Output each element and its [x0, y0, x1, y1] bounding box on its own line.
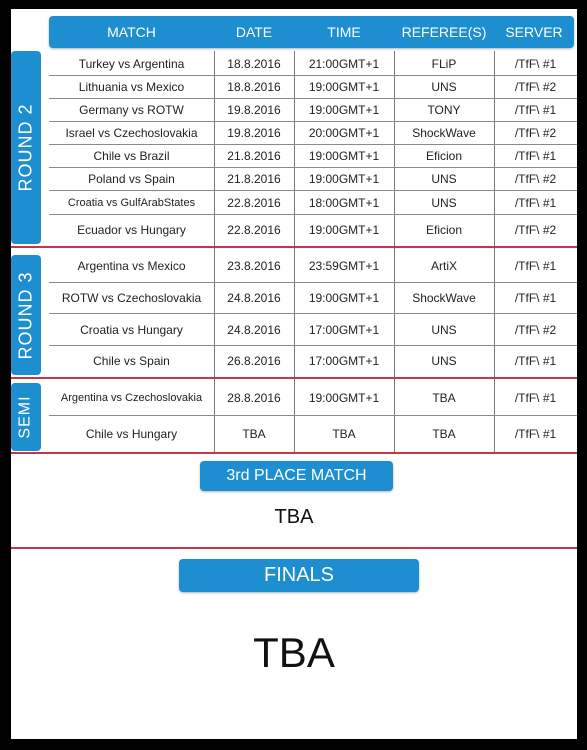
header-server: SERVER	[505, 24, 563, 40]
semi-label: SEMI	[11, 383, 41, 451]
server-cell: /TfF\ #2	[514, 80, 557, 94]
match-cell: Turkey vs Argentina	[78, 57, 185, 71]
referee-cell: TONY	[427, 103, 461, 117]
table-row	[49, 381, 577, 415]
server-cell: /TfF\ #1	[514, 195, 557, 210]
referee-cell: ArtiX	[430, 259, 457, 273]
date-cell: 28.8.2016	[227, 391, 281, 405]
table-row	[49, 346, 577, 376]
server-cell: /TfF\ #1	[514, 291, 557, 305]
date-cell: 24.8.2016	[227, 322, 281, 337]
date-cell: 22.8.2016	[227, 223, 281, 237]
date-cell: 21.8.2016	[227, 172, 281, 186]
table-row	[49, 215, 577, 245]
table-header	[49, 16, 574, 48]
time-cell: 19:00GMT+1	[308, 103, 380, 117]
round-2-label: ROUND 2	[11, 51, 41, 244]
table-row	[49, 168, 577, 190]
table-row	[49, 76, 577, 98]
time-cell: 19:00GMT+1	[308, 223, 380, 237]
match-cell: Lithuania vs Mexico	[78, 80, 185, 94]
referee-cell: Eficion	[425, 149, 463, 163]
section-divider	[11, 547, 577, 549]
time-cell: 18:00GMT+1	[308, 195, 380, 210]
time-cell: 23:59GMT+1	[308, 259, 380, 273]
round-3-label: ROUND 3	[11, 255, 41, 375]
server-cell: /TfF\ #1	[514, 57, 557, 71]
header-referee: REFEREE(S)	[401, 24, 487, 40]
third-place-title: 3rd PLACE MATCH	[200, 461, 393, 491]
server-cell: /TfF\ #2	[514, 126, 557, 140]
match-cell: Israel vs Czechoslovakia	[65, 126, 198, 140]
referee-cell: UNS	[431, 172, 457, 186]
table-row	[49, 283, 577, 313]
match-cell: Chile vs Spain	[93, 354, 170, 368]
header-time: TIME	[327, 24, 361, 40]
referee-cell: UNS	[431, 80, 457, 94]
time-cell: TBA	[332, 426, 356, 441]
time-cell: 20:00GMT+1	[308, 126, 380, 140]
date-cell: 18.8.2016	[227, 57, 281, 71]
match-cell: Croatia vs Hungary	[80, 322, 183, 337]
server-cell: /TfF\ #1	[514, 426, 557, 441]
referee-cell: ShockWave	[412, 291, 476, 305]
time-cell: 19:00GMT+1	[308, 391, 380, 405]
match-cell: Poland vs Spain	[88, 172, 175, 186]
match-cell: Argentina vs Czechoslovakia	[60, 392, 203, 404]
referee-cell: UNS	[431, 354, 457, 368]
referee-cell: UNS	[431, 322, 457, 337]
match-cell: Ecuador vs Hungary	[77, 223, 186, 237]
table-row	[49, 191, 577, 214]
date-cell: 22.8.2016	[227, 195, 281, 210]
match-cell: Chile vs Brazil	[93, 149, 170, 163]
time-cell: 21:00GMT+1	[308, 57, 380, 71]
round-divider	[11, 246, 577, 248]
finals-title: FINALS	[179, 559, 419, 592]
referee-cell: ShockWave	[412, 126, 476, 140]
server-cell: /TfF\ #1	[514, 103, 557, 117]
server-cell: /TfF\ #1	[514, 259, 557, 273]
header-match: MATCH	[107, 24, 156, 40]
table-row	[49, 122, 577, 144]
time-cell: 19:00GMT+1	[308, 291, 380, 305]
match-cell: Chile vs Hungary	[85, 426, 178, 441]
date-cell: 23.8.2016	[227, 259, 281, 273]
server-cell: /TfF\ #1	[514, 391, 557, 405]
date-cell: TBA	[242, 426, 266, 441]
table-row	[49, 53, 577, 75]
table-row	[49, 145, 577, 167]
third-place-value: TBA	[274, 506, 314, 528]
header-date: DATE	[235, 24, 273, 40]
referee-cell: FLiP	[431, 57, 457, 71]
round-divider	[11, 452, 577, 454]
referee-cell: TBA	[432, 426, 456, 441]
match-cell: ROTW vs Czechoslovakia	[61, 291, 202, 305]
table-row	[49, 416, 577, 451]
time-cell: 19:00GMT+1	[308, 149, 380, 163]
match-cell: Germany vs ROTW	[79, 103, 184, 117]
referee-cell: TBA	[432, 391, 456, 405]
time-cell: 19:00GMT+1	[308, 80, 380, 94]
date-cell: 19.8.2016	[227, 126, 281, 140]
match-cell: Croatia vs GulfArabStates	[67, 196, 196, 209]
match-cell: Argentina vs Mexico	[77, 259, 186, 273]
server-cell: /TfF\ #1	[514, 354, 557, 368]
date-cell: 26.8.2016	[227, 354, 281, 368]
referee-cell: UNS	[431, 195, 457, 210]
time-cell: 17:00GMT+1	[308, 354, 380, 368]
referee-cell: Eficion	[425, 223, 463, 237]
finals-value: TBA	[253, 629, 335, 676]
date-cell: 19.8.2016	[227, 103, 281, 117]
server-cell: /TfF\ #2	[514, 322, 557, 337]
time-cell: 17:00GMT+1	[308, 322, 380, 337]
date-cell: 24.8.2016	[227, 291, 281, 305]
table-row	[49, 251, 577, 281]
schedule-sheet	[11, 9, 577, 739]
date-cell: 21.8.2016	[227, 149, 281, 163]
table-row	[49, 99, 577, 121]
time-cell: 19:00GMT+1	[308, 172, 380, 186]
round-divider	[11, 377, 577, 379]
server-cell: /TfF\ #1	[514, 149, 557, 163]
table-row	[49, 314, 577, 345]
server-cell: /TfF\ #2	[514, 172, 557, 186]
date-cell: 18.8.2016	[227, 80, 281, 94]
server-cell: /TfF\ #2	[514, 223, 557, 237]
